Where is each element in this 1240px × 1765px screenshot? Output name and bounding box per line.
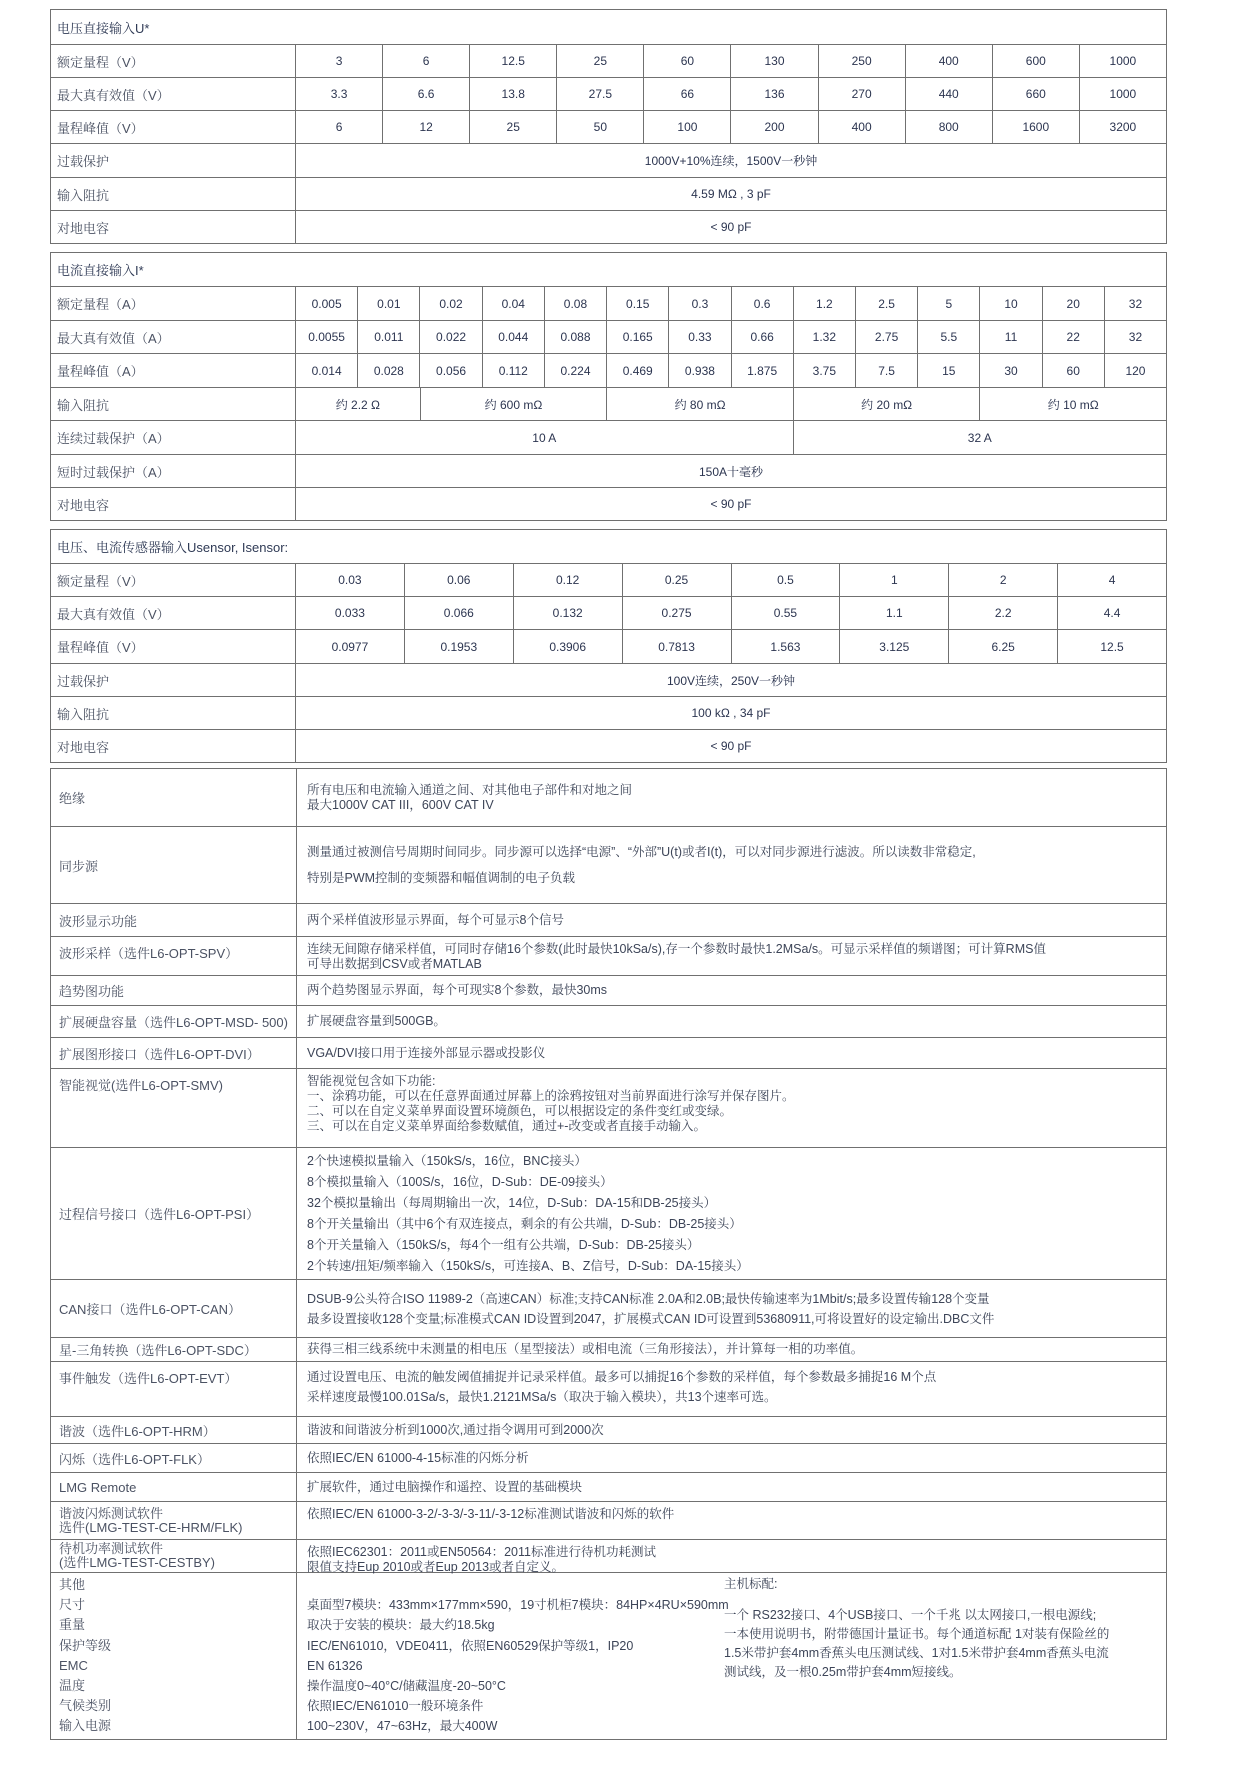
cell-value: 2.75 [855,321,917,353]
row-label: 连续过载保护（A） [51,421,296,454]
row-label: 短时过载保护（A） [51,455,296,487]
row-label: 最大真有效值（V） [51,597,296,629]
cell-value: 0.005 [311,296,342,311]
row-value [297,827,1166,903]
cell-value: 32 [1104,287,1166,320]
cell-value: 4 [1057,564,1166,596]
cell-value: 3200 [1079,111,1166,143]
cell-value: 1.875 [731,354,793,387]
other-label: 气候类别 [59,1698,112,1714]
value-line: 扩展硬盘容量到500GB。 [307,1014,446,1028]
cell-value: 32 A [793,421,1166,454]
row-label-line: 选件(LMG-TEST-CE-HRM/FLK) [59,1519,243,1535]
cell-value: 100 [643,111,730,143]
cell-value: 7.5 [855,354,917,387]
row-value [297,1540,1166,1572]
value-line: 8个模拟量输入（100S/s，16位，D-Sub：DE-09接头） [307,1174,613,1189]
value-line: 测量通过被测信号周期时间同步。同步源可以选择“电源”、“外部”U(t)或者I(t)，可以对同步源进行滤波。所以读数非常稳定, [307,845,976,859]
table-row [51,454,1166,487]
cell-value: 1.563 [731,630,840,663]
current-input-table [50,252,1167,521]
cell-value: 1000V+10%连续，1500V一秒钟 [644,154,818,168]
row-label: 对地电容 [51,488,296,520]
cell-value: 0.03 [338,573,362,587]
table-row [51,903,1166,936]
row-label: 扩展图形接口（选件L6-OPT-DVI） [51,1038,297,1068]
cell-value: 150A十毫秒 [698,464,764,479]
cell-value: 25 [469,111,556,143]
cell-value: 3.75 [793,354,855,387]
cell-value: 0.469 [606,354,668,387]
cell-value: 66 [643,78,730,110]
cell-value: 3 [335,54,343,68]
row-label: 对地电容 [51,211,296,243]
cell-value: 15 [917,354,979,387]
value-line: 二、可以在自定义菜单界面设置环境颜色，可以根据设定的条件变红或变绿。 [307,1104,733,1118]
row-label: 闪烁（选件L6-OPT-FLK） [51,1444,297,1472]
cell-value: 400 [818,111,905,143]
sensor-input-table [50,529,1167,763]
cell-value: < 90 pF [710,497,752,511]
table-row [51,387,1166,420]
cell-value: 0.938 [668,354,730,387]
table-row [51,1279,1166,1337]
cell-value: 约 10 mΩ [979,388,1166,420]
other-value [307,1575,729,1595]
table-row [51,420,1166,454]
other-value: 操作温度0~40°C/储藏温度-20~50°C [307,1678,506,1693]
cell-value: 120 [1104,354,1166,387]
other-label: 重量 [59,1617,86,1633]
table-row [51,596,1166,629]
row-label: 波形采样（选件L6-OPT-SPV） [51,937,297,975]
cell-value: 20 [1042,287,1104,320]
other-value: 100~230V，47~63Hz，最大400W [307,1719,498,1734]
cell-value: 6 [382,45,469,77]
row-label: 过程信号接口（选件L6-OPT-PSI） [51,1148,297,1279]
cell-value: 5 [917,287,979,320]
other-label: 输入电源 [59,1718,112,1734]
row-label: 智能视觉(选件L6-OPT-SMV) [51,1069,297,1147]
cell-value: 1.2 [793,287,855,320]
value-line: 最多设置接收128个变量;标准模式CAN ID设置到2047，扩展模式CAN ID可设置到53680911,可将设置好的设定输出.DBC文件 [307,1311,995,1326]
row-label: 额定量程（A） [51,287,296,320]
cell-value: 4.59 MΩ , 3 pF [691,187,771,201]
cell-value: 12.5 [469,45,556,77]
cell-value: 130 [730,45,817,77]
row-label: 过载保护 [51,144,296,177]
table-row [51,1005,1166,1037]
cell-value: 25 [556,45,643,77]
table-row [51,487,1166,520]
cell-value: 250 [818,45,905,77]
cell-value: 60 [643,45,730,77]
row-label [51,1502,297,1539]
table-row [51,1443,1166,1472]
row-value [297,976,1166,1005]
cell-value: 0.033 [334,606,365,620]
cell-value: 2 [948,564,1057,596]
cell-value: 60 [1042,354,1104,387]
cell-value: 0.275 [622,597,731,629]
spec-table [50,768,1167,1740]
cell-value: 0.224 [544,354,606,387]
table-row [51,629,1166,663]
row-value [297,1473,1166,1501]
table-row [51,210,1166,243]
cell-value: 32 [1104,321,1166,353]
row-label: 事件触发（选件L6-OPT-EVT） [51,1362,297,1416]
cell-value: 5.5 [917,321,979,353]
cell-value: 0.08 [544,287,606,320]
table-row [51,696,1166,729]
section-title: 电压、电流传感器输入Usensor, Isensor: [57,540,289,555]
value-line: 获得三相三线系统中未测量的相电压（星型接法）或相电流（三角形接法），并计算每一相的功率值。 [307,1342,864,1356]
row-label: 额定量程（V） [51,45,296,77]
standard-config-line: 测试线，及一根0.25m带护套4mm短接线。 [724,1665,962,1679]
value-line: 最大1000V CAT III，600V CAT IV [307,797,494,812]
cell-value: 30 [979,354,1041,387]
table-row [51,353,1166,387]
other-value: 取决于安装的模块：最大约18.5kg [307,1618,495,1633]
table-row [51,936,1166,975]
cell-value: 660 [992,78,1079,110]
row-label [51,1540,297,1572]
cell-value: 0.066 [404,597,513,629]
row-value [297,1148,1166,1279]
value-line: 智能视觉包含如下功能: [307,1074,436,1088]
cell-value: 0.66 [731,321,793,353]
row-value [297,1502,1166,1539]
cell-value: 270 [818,78,905,110]
cell-value: 600 [992,45,1079,77]
cell-value: 0.0977 [331,639,369,654]
cell-value: 200 [730,111,817,143]
value-line: VGA/DVI接口用于连接外部显示器或投影仪 [307,1045,546,1060]
cell-value: 0.112 [482,354,544,387]
cell-value: 12.5 [1057,630,1166,663]
row-label-line: 待机功率测试软件 [59,1541,164,1556]
value-line: 两个采样值波形显示界面，每个可显示8个信号 [307,912,564,927]
row-value [297,1038,1166,1068]
table-row [51,975,1166,1005]
value-line: 三、可以在自定义菜单界面给参数赋值，通过+-改变或者直接手动输入。 [307,1119,706,1133]
table-row [51,729,1166,762]
value-line: 两个趋势图显示界面，每个可现实8个参数，最快30ms [307,983,608,997]
cell-value: 2.5 [855,287,917,320]
row-value [297,1362,1166,1416]
row-label-line: 谐波闪烁测试软件 [59,1505,164,1521]
value-line: 可导出数据到CSV或者MATLAB [307,957,482,971]
cell-value: 1.1 [839,597,948,629]
row-label: LMG Remote [51,1473,297,1501]
value-line: 采样速度最慢100.01Sa/s，最快1.2121MSa/s（取决于输入模块），共13个速率可选。 [307,1390,777,1404]
cell-value: 0.088 [544,321,606,353]
cell-value: 0.12 [513,564,622,596]
row-label: 额定量程（V） [51,564,296,596]
cell-value: 6 [335,120,343,134]
row-label: 最大真有效值（V） [51,78,296,110]
value-line: 8个开关量输出（其中6个有双连接点，剩余的有公共端，D-Sub：DB-25接头） [307,1216,742,1231]
cell-value: 约 600 mΩ [420,388,607,420]
row-label: 扩展硬盘容量（选件L6-OPT-MSD- 500) [51,1006,297,1037]
value-line: 依照IEC/EN 61000-3-2/-3-3/-3-11/-3-12标准测试谐波和闪烁的软件 [307,1507,675,1521]
cell-value: 0.3906 [513,630,622,663]
cell-value: 1.32 [793,321,855,353]
standard-config [724,1575,1109,1682]
cell-value: 1 [839,564,948,596]
table-row [51,563,1166,596]
table-row [51,1147,1166,1279]
row-label: CAN接口（选件L6-OPT-CAN） [51,1280,297,1337]
cell-value: 0.056 [419,354,481,387]
cell-value: 约 80 mΩ [606,388,793,420]
value-line: 32个模拟量输出（每周期输出一次，14位，D-Sub：DA-15和DB-25接头） [307,1195,717,1210]
cell-value: 11 [979,321,1041,353]
cell-value: 0.6 [731,287,793,320]
cell-value: 约 2.2 Ω [335,397,381,412]
value-line: 通过设置电压、电流的触发阈值捕捉并记录采样值。最多可以捕捉16个参数的采样值，每个参数最多捕捉16 M个点 [307,1370,937,1384]
other-label: 尺寸 [59,1597,86,1613]
section-title: 电压直接输入U* [57,20,150,36]
row-value [297,769,1166,826]
cell-value: 0.011 [357,321,419,353]
cell-value: 0.014 [311,363,342,378]
row-label: 输入阻抗 [51,388,296,420]
table-row [51,1068,1166,1147]
cell-value: 400 [905,45,992,77]
cell-value: 0.0055 [308,330,345,344]
row-value [297,937,1166,975]
other-label: 保护等级 [59,1637,112,1653]
value-line: 谐波和间谐波分析到1000次,通过指令调用可到2000次 [307,1422,604,1437]
table-row [51,286,1166,320]
table-row [51,77,1166,110]
cell-value: 0.1953 [404,630,513,663]
cell-value: 0.04 [482,287,544,320]
cell-value: 0.3 [668,287,730,320]
cell-value: < 90 pF [710,739,752,753]
table-row [51,663,1166,696]
row-value [297,1338,1166,1361]
cell-value: 0.06 [404,564,513,596]
other-value: 桌面型7模块：433mm×177mm×590，19寸机柜7模块：84HP×4RU×590mm [307,1598,729,1613]
voltage-input-table [50,9,1167,244]
other-label: 其他 [59,1577,86,1592]
row-label: 对地电容 [51,730,296,762]
value-line: 扩展软件，通过电脑操作和遥控、设置的基础模块 [307,1479,583,1494]
cell-value: 0.55 [731,597,840,629]
cell-value: 0.7813 [622,630,731,663]
row-label: 谐波（选件L6-OPT-HRM） [51,1417,297,1443]
value-line: 所有电压和电流输入通道之间、对其他电子部件和对地之间 [307,782,633,797]
row-value [297,1444,1166,1472]
row-value [297,1069,1166,1147]
row-value [297,1006,1166,1037]
row-label: 过载保护 [51,664,296,696]
cell-value: 0.028 [357,354,419,387]
value-line: 依照IEC/EN 61000-4-15标准的闪烁分析 [307,1450,529,1465]
cell-value: 2.2 [948,597,1057,629]
table-row [51,1501,1166,1539]
cell-value: 0.5 [731,564,840,596]
cell-value: 10 [979,287,1041,320]
cell-value: 1000 [1079,78,1166,110]
row-label: 绝缘 [51,769,297,826]
table-row [51,1539,1166,1572]
standard-config-line: 一个 RS232接口、4个USB接口、一个千兆 以太网接口,一根电源线; [724,1608,1097,1622]
cell-value: 0.25 [622,564,731,596]
table-row [51,826,1166,903]
table-row [51,1037,1166,1068]
table-row [51,1337,1166,1361]
cell-value: 50 [556,111,643,143]
cell-value: 0.132 [513,597,622,629]
row-value [297,1417,1166,1443]
table-row [51,110,1166,143]
cell-value: 12 [382,111,469,143]
cell-value: 0.044 [482,321,544,353]
cell-value: 800 [905,111,992,143]
cell-value: 3.125 [839,630,948,663]
cell-value: 10 A [532,430,557,445]
standard-config-title: 主机标配: [724,1577,778,1591]
table-row [51,769,1166,826]
cell-value: 6.25 [948,630,1057,663]
value-line: 限值支持Eup 2010或者Eup 2013或者自定义。 [307,1560,565,1574]
value-line: 连续无间隙存储采样值，可同时存储16个参数(此时最快10kSa/s),存一个参数时最快1.2MSa/s。可显示采样值的频谱图；可计算RMS值 [307,942,1046,956]
cell-value: 4.4 [1057,597,1166,629]
table-row [51,320,1166,353]
row-value [297,1280,1166,1337]
cell-value: 3.3 [330,87,348,101]
row-label: 波形显示功能 [51,904,297,936]
table-row [51,1472,1166,1501]
section-title: 电流直接输入I* [57,263,144,278]
cell-value: < 90 pF [710,220,752,234]
cell-value: 440 [905,78,992,110]
value-line: 特别是PWM控制的变频器和幅值调制的电子负载 [307,871,576,885]
other-value: 依照IEC/EN61010一般环境条件 [307,1699,484,1714]
row-label: 星-三角转换（选件L6-OPT-SDC） [51,1338,297,1361]
cell-value: 1000 [1079,45,1166,77]
cell-value: 100 kΩ , 34 pF [691,706,771,720]
row-label: 同步源 [51,827,297,903]
cell-value: 0.02 [419,287,481,320]
standard-config-line: 一本使用说明书，附带德国计量证书。每个通道标配 1对装有保险丝的 [724,1627,1110,1641]
other-value: EN 61326 [307,1658,363,1673]
cell-value: 136 [730,78,817,110]
row-label: 最大真有效值（A） [51,321,296,353]
other-value: IEC/EN61010，VDE0411，依照EN60529保护等级1，IP20 [307,1638,634,1653]
row-value [297,904,1166,936]
row-label: 输入阻抗 [51,697,296,729]
row-label: 量程峰值（V） [51,111,296,143]
cell-value: 100V连续，250V一秒钟 [666,673,796,688]
table-row [51,1361,1166,1416]
cell-value: 22 [1042,321,1104,353]
value-line: 2个转速/扭矩/频率输入（150kS/s，可连接A、B、Z信号，D-Sub：DA-15接头） [307,1258,749,1273]
cell-value: 0.022 [419,321,481,353]
row-label-line: (选件LMG-TEST-CESTBY) [59,1555,216,1570]
row-label: 输入阻抗 [51,178,296,210]
cell-value: 13.8 [469,78,556,110]
value-line: 8个开关量输入（150kS/s，每4个一组有公共端，D-Sub：DB-25接头） [307,1237,700,1252]
table-row [51,1572,1166,1739]
other-label: 温度 [59,1678,86,1694]
value-line: DSUB-9公头符合ISO 11989-2（高速CAN）标准;支持CAN标准 2.0A和2.0B;最快传输速率为1Mbit/s;最多设置传输128个变量 [307,1291,990,1306]
value-line: 一、涂鸦功能，可以在任意界面通过屏幕上的涂鸦按钮对当前界面进行涂写并保存图片。 [307,1089,795,1103]
cell-value: 1600 [992,111,1079,143]
row-label: 量程峰值（V） [51,630,296,663]
cell-value: 27.5 [556,78,643,110]
table-row [51,44,1166,77]
cell-value: 0.01 [357,287,419,320]
table-row [51,177,1166,210]
cell-value: 6.6 [382,78,469,110]
cell-value: 0.15 [606,287,668,320]
cell-value: 约 20 mΩ [793,388,980,420]
table-row [51,1416,1166,1443]
table-row [51,143,1166,177]
cell-value: 0.33 [668,321,730,353]
value-line: 2个快速模拟量输入（150kS/s，16位，BNC接头） [307,1153,587,1168]
other-label: EMC [59,1657,88,1673]
row-label: 量程峰值（A） [51,354,296,387]
row-label: 趋势图功能 [51,976,297,1005]
cell-value: 0.165 [606,321,668,353]
standard-config-line: 1.5米带护套4mm香蕉头电压测试线、1对1.5米带护套4mm香蕉头电流 [724,1646,1109,1660]
value-line: 依照IEC62301：2011或EN50564：2011标准进行待机功耗测试 [307,1545,656,1559]
